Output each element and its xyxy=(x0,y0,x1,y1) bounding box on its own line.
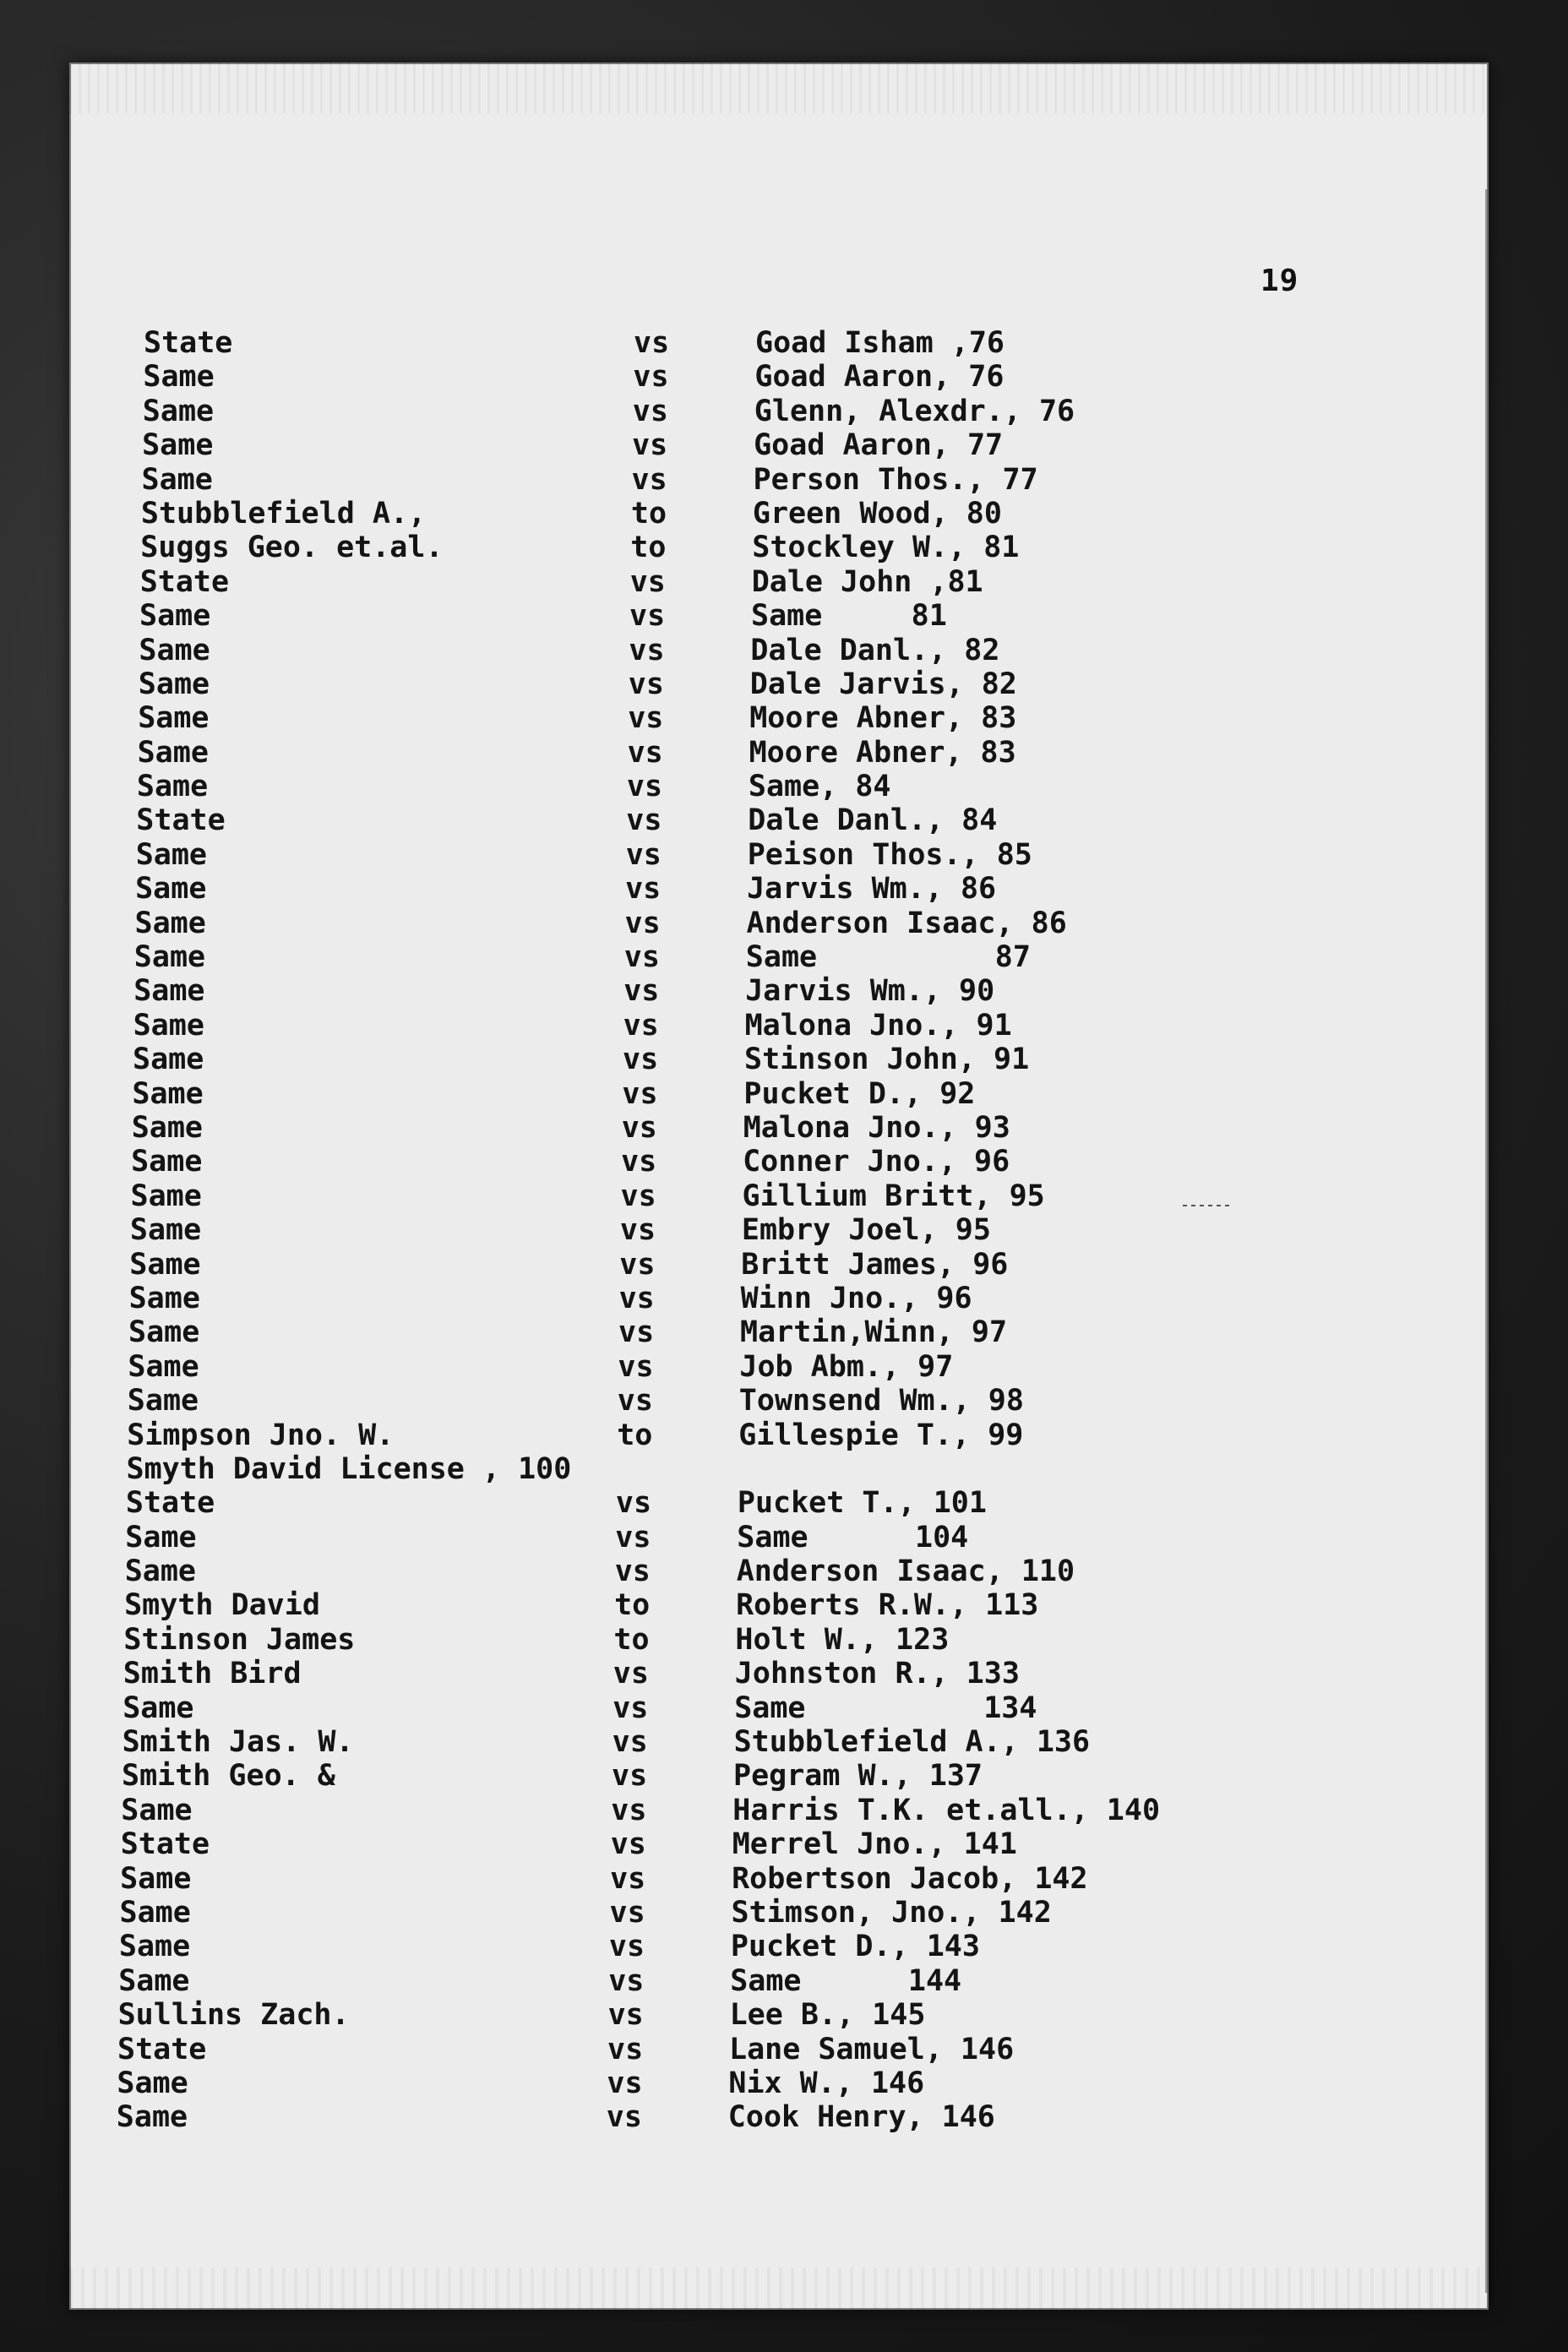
entry-relation: vs xyxy=(622,1076,658,1111)
entry-party: Same xyxy=(138,667,210,701)
entry-party: Same xyxy=(128,1281,200,1315)
index-entry-row xyxy=(68,395,1488,428)
index-entry-row xyxy=(55,1282,1474,1315)
entry-party: State xyxy=(139,564,230,599)
index-entry-row xyxy=(66,531,1485,564)
index-entry-row xyxy=(51,1521,1470,1554)
entry-party: Same xyxy=(116,2100,188,2135)
index-entry-row xyxy=(63,770,1482,803)
index-entry-row xyxy=(47,1759,1467,1793)
entry-opponent: Conner Jno., 96 xyxy=(743,1145,1010,1179)
entry-relation: to xyxy=(614,1588,651,1623)
entry-relation: vs xyxy=(621,1110,657,1145)
entry-relation: vs xyxy=(626,803,662,838)
index-entry-row xyxy=(63,736,1483,770)
entry-relation: vs xyxy=(621,1145,657,1179)
index-entry-row xyxy=(62,803,1481,837)
entry-party: Same xyxy=(132,1076,204,1111)
entry-opponent: Jarvis Wm., 86 xyxy=(747,872,997,906)
index-entry-row xyxy=(54,1315,1473,1349)
index-entry-row xyxy=(46,1827,1466,1861)
entry-opponent: Embry Joel, 95 xyxy=(741,1213,991,1248)
entry-opponent: Same, 84 xyxy=(748,770,891,804)
entry-party: Same xyxy=(120,1861,192,1896)
entry-party: Same xyxy=(141,462,213,497)
entry-opponent: Jarvis Wm., 90 xyxy=(745,974,995,1009)
index-entry-row xyxy=(52,1486,1471,1520)
entry-opponent: Green Wood, 80 xyxy=(752,496,1002,531)
entry-party: Smith Geo. & xyxy=(122,1759,335,1794)
entry-opponent: Martin,Winn, 97 xyxy=(740,1315,1008,1350)
index-entry-row xyxy=(44,1998,1463,2032)
entry-relation: vs xyxy=(631,462,667,497)
entry-party: State xyxy=(117,2032,207,2066)
entry-party: State xyxy=(120,1827,210,1862)
entry-relation: vs xyxy=(625,837,662,872)
entry-party: Same xyxy=(117,2066,188,2100)
index-entry-row xyxy=(68,360,1488,394)
index-entry-row xyxy=(48,1725,1467,1759)
entry-opponent: Anderson Isaac, 86 xyxy=(746,906,1067,940)
entry-opponent: Glenn, Alexdr., 76 xyxy=(754,394,1075,428)
entry-party: Stinson James xyxy=(123,1622,356,1657)
entry-party: Same xyxy=(133,974,205,1009)
entry-opponent: Gillium Britt, 95 xyxy=(742,1179,1045,1213)
index-entry-row xyxy=(69,326,1489,360)
index-entry-row xyxy=(57,1111,1477,1145)
entry-opponent: Malona Jno., 91 xyxy=(744,1008,1012,1043)
entry-relation: vs xyxy=(632,394,668,428)
entry-relation: to xyxy=(613,1622,650,1657)
entry-opponent: Robertson Jacob, 142 xyxy=(732,1861,1088,1896)
index-entry-row xyxy=(63,701,1483,735)
entry-party: Same xyxy=(121,1793,193,1827)
entry-opponent: Pucket D., 143 xyxy=(730,1930,980,1964)
entry-opponent: Stimson, Jno., 142 xyxy=(731,1895,1052,1930)
entry-party: Same xyxy=(131,1145,203,1179)
entry-opponent: Job Abm., 97 xyxy=(739,1349,954,1384)
entry-opponent: Townsend Wm., 98 xyxy=(738,1384,1024,1418)
entry-party: Same xyxy=(142,428,214,463)
entry-relation: vs xyxy=(627,735,663,770)
entry-party: Same xyxy=(133,940,206,975)
entry-opponent: Pegram W., 137 xyxy=(733,1759,983,1794)
entry-party: Same xyxy=(129,1247,201,1282)
entry-opponent: Stubblefield A., 136 xyxy=(733,1725,1091,1760)
entry-relation: vs xyxy=(620,1179,656,1213)
entry-party: Same xyxy=(130,1179,202,1213)
index-entry-row xyxy=(44,1964,1463,1998)
entry-relation: vs xyxy=(607,2032,644,2066)
entry-party: Same xyxy=(118,1930,191,1964)
entry-relation: vs xyxy=(612,1657,649,1691)
entry-opponent: Winn Jno., 96 xyxy=(740,1281,972,1315)
entry-party: State xyxy=(144,326,233,360)
index-entry-row xyxy=(65,599,1484,633)
entry-opponent: Goad Aaron, 76 xyxy=(754,360,1004,395)
entry-relation: vs xyxy=(628,667,664,701)
entry-opponent: Johnston R., 133 xyxy=(734,1657,1020,1691)
entry-relation: to xyxy=(630,496,667,531)
entry-opponent: Dale Danl., 82 xyxy=(750,633,1000,667)
entry-party: Same xyxy=(127,1384,199,1418)
entry-party: Simpson Jno. W. xyxy=(127,1418,395,1452)
entry-opponent: Pucket D., 92 xyxy=(743,1076,976,1111)
index-entry-row xyxy=(56,1213,1475,1247)
entry-party: Smith Jas. W. xyxy=(122,1725,354,1760)
entry-relation: vs xyxy=(623,1043,659,1077)
entry-relation: vs xyxy=(614,1554,651,1589)
index-entry-row xyxy=(58,1043,1478,1076)
entry-opponent: Pucket T., 101 xyxy=(737,1486,987,1521)
index-entry-row xyxy=(46,1862,1465,1896)
entry-party: Suggs Geo. et.al. xyxy=(140,531,444,565)
entry-opponent: Nix W., 146 xyxy=(728,2066,925,2100)
entry-relation: vs xyxy=(608,1930,645,1964)
entry-opponent: Holt W., 123 xyxy=(735,1622,950,1657)
index-entry-row xyxy=(46,1794,1466,1827)
entry-opponent: Same 87 xyxy=(745,940,1031,975)
entry-party: Same xyxy=(134,906,206,940)
entry-opponent: Lane Samuel, 146 xyxy=(729,2032,1015,2066)
entry-party: Same xyxy=(133,1043,204,1077)
index-entry-row xyxy=(59,1009,1478,1043)
entry-relation: vs xyxy=(618,1349,654,1384)
index-entry-row xyxy=(55,1248,1474,1282)
index-entry-row xyxy=(42,2066,1462,2100)
entry-relation: vs xyxy=(632,428,668,463)
index-entry-row xyxy=(68,463,1487,497)
index-entry-row xyxy=(64,634,1484,667)
entry-party: Smyth David xyxy=(124,1588,320,1623)
index-entry-row xyxy=(46,1896,1465,1930)
index-entry-row xyxy=(64,667,1484,701)
index-entry-row xyxy=(59,974,1478,1008)
entry-opponent: Stockley W., 81 xyxy=(752,531,1020,565)
entry-relation: vs xyxy=(624,906,661,940)
index-entry-row xyxy=(62,838,1481,872)
entry-opponent: Dale Danl., 84 xyxy=(748,803,998,838)
entry-relation: vs xyxy=(618,1281,655,1315)
entry-relation: vs xyxy=(629,633,665,667)
entry-party: Same xyxy=(137,735,209,770)
entry-relation: vs xyxy=(607,2066,643,2100)
index-entry-row xyxy=(52,1452,1472,1486)
index-entry-row xyxy=(52,1418,1472,1452)
entry-relation: vs xyxy=(623,940,660,975)
entry-party: Same xyxy=(135,837,207,872)
entry-opponent: Britt James, 96 xyxy=(741,1247,1009,1282)
index-entry-row xyxy=(49,1657,1468,1690)
entry-party: Same xyxy=(139,633,210,667)
entry-party: Same xyxy=(119,1895,191,1930)
entry-party: Same xyxy=(122,1690,194,1725)
index-entry-row xyxy=(48,1691,1467,1725)
entry-party: Same xyxy=(125,1520,197,1554)
entry-opponent: Same 81 xyxy=(751,599,947,634)
index-entry-row xyxy=(57,1145,1476,1179)
entry-relation: vs xyxy=(612,1690,649,1725)
entry-opponent: Moore Abner, 83 xyxy=(749,701,1017,736)
entry-opponent: Harris T.K. et.all., 140 xyxy=(732,1793,1161,1827)
index-entry-row xyxy=(57,1077,1477,1111)
entry-party: Same xyxy=(142,394,215,428)
entry-opponent: Cook Henry, 146 xyxy=(727,2100,995,2135)
index-entry-row xyxy=(53,1384,1473,1418)
entry-opponent: Peison Thos., 85 xyxy=(747,837,1032,872)
entry-relation: vs xyxy=(629,599,666,634)
entry-opponent: Same 144 xyxy=(730,1963,962,1998)
entry-opponent: Merrel Jno., 141 xyxy=(732,1827,1017,1862)
entry-relation: vs xyxy=(619,1213,656,1248)
index-entry-row xyxy=(51,1554,1470,1588)
entry-relation: vs xyxy=(615,1486,652,1521)
entry-relation: vs xyxy=(608,1963,645,1998)
entry-relation: to xyxy=(617,1418,653,1452)
index-entry-row xyxy=(60,940,1479,974)
entry-party: Same xyxy=(135,872,207,906)
entry-party: Same xyxy=(143,360,215,395)
entry-party: Same xyxy=(136,770,209,804)
entry-opponent: Same 134 xyxy=(734,1690,1037,1725)
entry-relation: vs xyxy=(606,2100,642,2135)
entry-relation: vs xyxy=(612,1725,648,1760)
index-entry-row xyxy=(66,565,1485,599)
index-entry-row xyxy=(50,1588,1469,1622)
entry-party: Sullins Zach. xyxy=(117,1998,350,2033)
entry-relation: vs xyxy=(623,1008,659,1043)
entry-party: Same xyxy=(133,1008,204,1043)
entry-party: State xyxy=(125,1486,215,1521)
entry-relation: to xyxy=(630,531,667,565)
index-entry-row xyxy=(42,2100,1462,2134)
entry-party: Same xyxy=(131,1110,203,1145)
entry-relation: vs xyxy=(607,1998,644,2033)
entry-relation: vs xyxy=(617,1384,653,1418)
index-entry-row xyxy=(43,2033,1462,2066)
entry-opponent: Goad Isham ,76 xyxy=(755,326,1005,360)
entry-relation: vs xyxy=(611,1793,647,1827)
entry-party: Same xyxy=(129,1213,202,1248)
entry-relation: vs xyxy=(626,770,663,804)
index-entry-row xyxy=(61,906,1480,940)
entry-opponent: Goad Aaron, 77 xyxy=(754,428,1004,463)
entry-party: Same xyxy=(128,1349,199,1384)
entry-party: Smyth David License , 100 xyxy=(126,1451,572,1486)
entry-relation: vs xyxy=(623,974,660,1009)
index-entry-row xyxy=(53,1350,1473,1384)
entry-relation: vs xyxy=(610,1861,646,1896)
entry-party: Same xyxy=(128,1315,200,1350)
entry-party: Same xyxy=(139,599,211,634)
entry-opponent: Malona Jno., 93 xyxy=(743,1110,1010,1145)
entry-party: Smith Bird xyxy=(122,1657,302,1691)
entry-relation: vs xyxy=(633,360,669,395)
entry-relation: vs xyxy=(618,1315,655,1350)
entry-relation: vs xyxy=(609,1895,645,1930)
entry-opponent: Person Thos., 77 xyxy=(753,462,1038,497)
entry-relation: vs xyxy=(615,1520,651,1554)
index-entry-row xyxy=(57,1179,1476,1213)
entry-opponent: Dale Jarvis, 82 xyxy=(749,667,1017,701)
page-number: 19 xyxy=(1260,264,1299,298)
entry-opponent: Lee B., 145 xyxy=(729,1998,926,2033)
entry-party: Stubblefield A., xyxy=(140,496,427,531)
entry-relation: vs xyxy=(610,1827,646,1862)
entry-relation: vs xyxy=(634,326,670,360)
document-page xyxy=(69,63,1489,2310)
index-entry-row xyxy=(49,1623,1468,1657)
entry-opponent: Roberts R.W., 113 xyxy=(736,1588,1039,1623)
entry-opponent: Anderson Isaac, 110 xyxy=(736,1554,1075,1589)
entry-party: Same xyxy=(124,1554,196,1589)
entry-opponent: Dale John ,81 xyxy=(751,564,983,599)
index-entry-row xyxy=(67,497,1486,531)
index-entry-row xyxy=(45,1930,1464,1963)
entry-opponent: Same 104 xyxy=(737,1520,969,1554)
entry-relation: vs xyxy=(629,564,666,599)
entry-party: Same xyxy=(138,701,210,736)
entry-party: State xyxy=(136,803,226,838)
entry-opponent: Stinson John, 91 xyxy=(744,1043,1030,1077)
entry-opponent: Gillespie T., 99 xyxy=(738,1418,1024,1452)
index-entry-row xyxy=(61,872,1480,906)
entry-opponent: Moore Abner, 83 xyxy=(749,735,1016,770)
entry-relation: vs xyxy=(625,872,662,906)
entry-relation: vs xyxy=(628,701,664,736)
index-entries xyxy=(69,326,1489,2135)
entry-relation: vs xyxy=(619,1247,656,1282)
entry-party: Same xyxy=(118,1963,190,1998)
entry-relation: vs xyxy=(612,1759,648,1794)
index-entry-row xyxy=(68,428,1487,462)
